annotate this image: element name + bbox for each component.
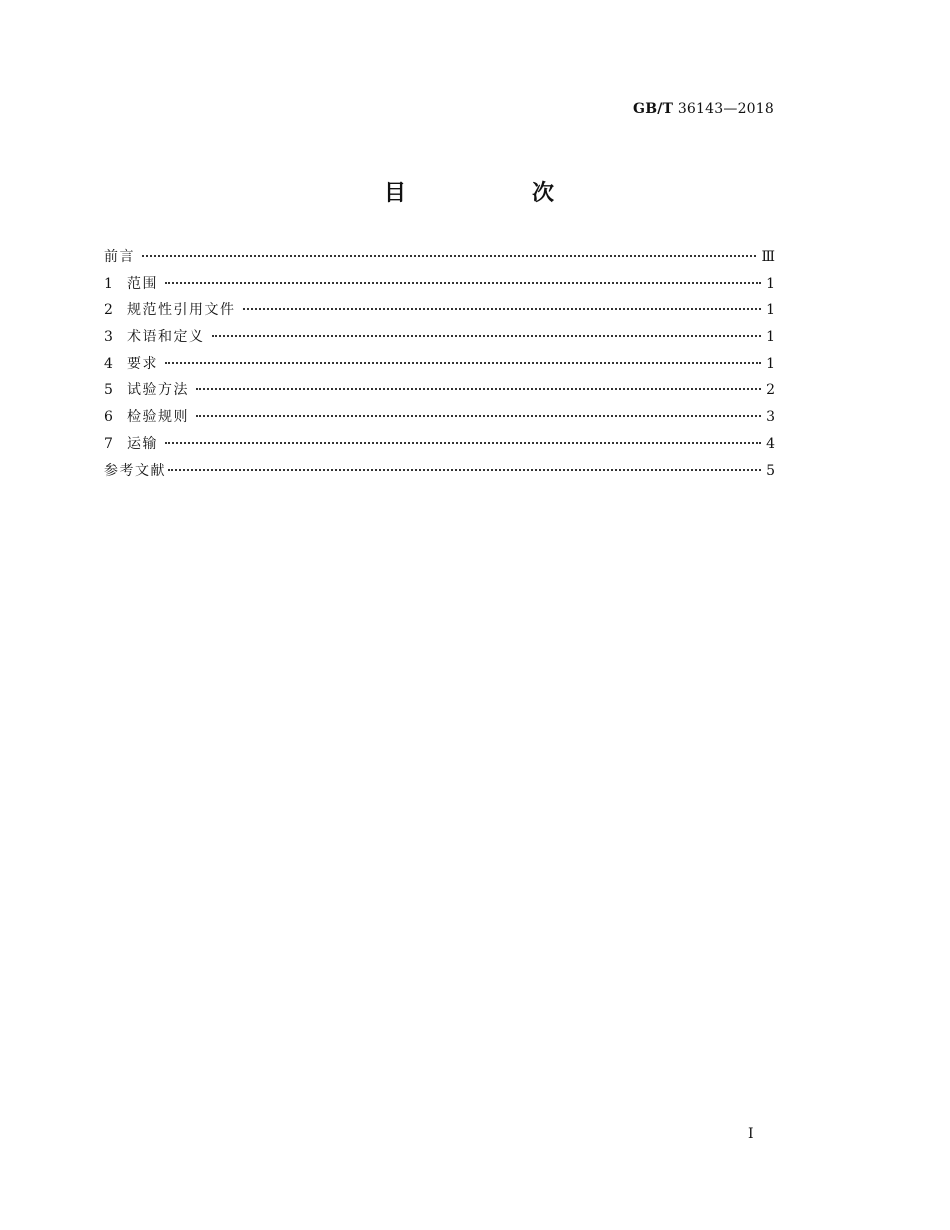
toc-entry-number: 6 (104, 409, 113, 426)
toc-entry-number: 7 (104, 435, 113, 452)
standard-prefix: GB/T (633, 101, 674, 117)
toc-dot-leader (142, 255, 756, 257)
toc-entry-requirements[interactable] (104, 353, 775, 380)
toc-entry-foreword[interactable] (104, 246, 775, 273)
toc-entry-scope[interactable] (104, 273, 775, 300)
toc-entry-label: 前言 (104, 249, 135, 265)
toc-entry-number: 2 (104, 302, 113, 319)
page-number: I (748, 1126, 754, 1142)
toc-entry-page: 1 (766, 355, 775, 372)
standard-number: 36143—2018 (677, 101, 774, 117)
toc-entry-page: 2 (766, 382, 775, 399)
toc-dot-leader (212, 335, 762, 337)
toc-entry-label: 试验方法 (127, 382, 189, 399)
toc-entry-inspection-rules[interactable] (104, 406, 775, 433)
toc-entry-page: 5 (766, 462, 775, 479)
toc-entry-bibliography[interactable] (104, 460, 775, 487)
toc-entry-page: 1 (766, 302, 775, 319)
toc-entry-label: 参考文献 (104, 462, 166, 479)
toc-entry-number: 3 (104, 329, 113, 346)
toc-entry-normative-references[interactable] (104, 299, 775, 326)
toc-dot-leader (168, 469, 761, 471)
standard-code (633, 101, 774, 117)
toc-dot-leader (196, 415, 761, 417)
toc-entry-test-methods[interactable] (104, 379, 775, 406)
toc-entry-label: 要求 (127, 355, 158, 372)
toc-entry-transport[interactable] (104, 433, 775, 460)
toc-entry-page: 4 (766, 435, 775, 452)
toc-entry-label: 术语和定义 (127, 329, 205, 346)
toc-title: 目 次 (383, 181, 606, 206)
toc-entry-page: 3 (766, 409, 775, 426)
table-of-contents (104, 246, 775, 486)
toc-entry-page: Ⅲ (761, 249, 775, 265)
toc-entry-label: 范围 (127, 275, 158, 292)
toc-entry-label: 规范性引用文件 (127, 302, 236, 319)
toc-dot-leader (165, 362, 761, 364)
toc-entry-number: 1 (104, 275, 113, 292)
toc-entry-label: 检验规则 (127, 409, 189, 426)
toc-entry-terms-definitions[interactable] (104, 326, 775, 353)
toc-entry-label: 运输 (127, 435, 158, 452)
toc-entry-number: 5 (104, 382, 113, 399)
toc-dot-leader (165, 282, 761, 284)
toc-dot-leader (165, 442, 761, 444)
toc-entry-page: 1 (766, 329, 775, 346)
toc-entry-number: 4 (104, 355, 113, 372)
toc-dot-leader (196, 388, 761, 390)
toc-dot-leader (243, 308, 762, 310)
toc-entry-page: 1 (766, 275, 775, 292)
